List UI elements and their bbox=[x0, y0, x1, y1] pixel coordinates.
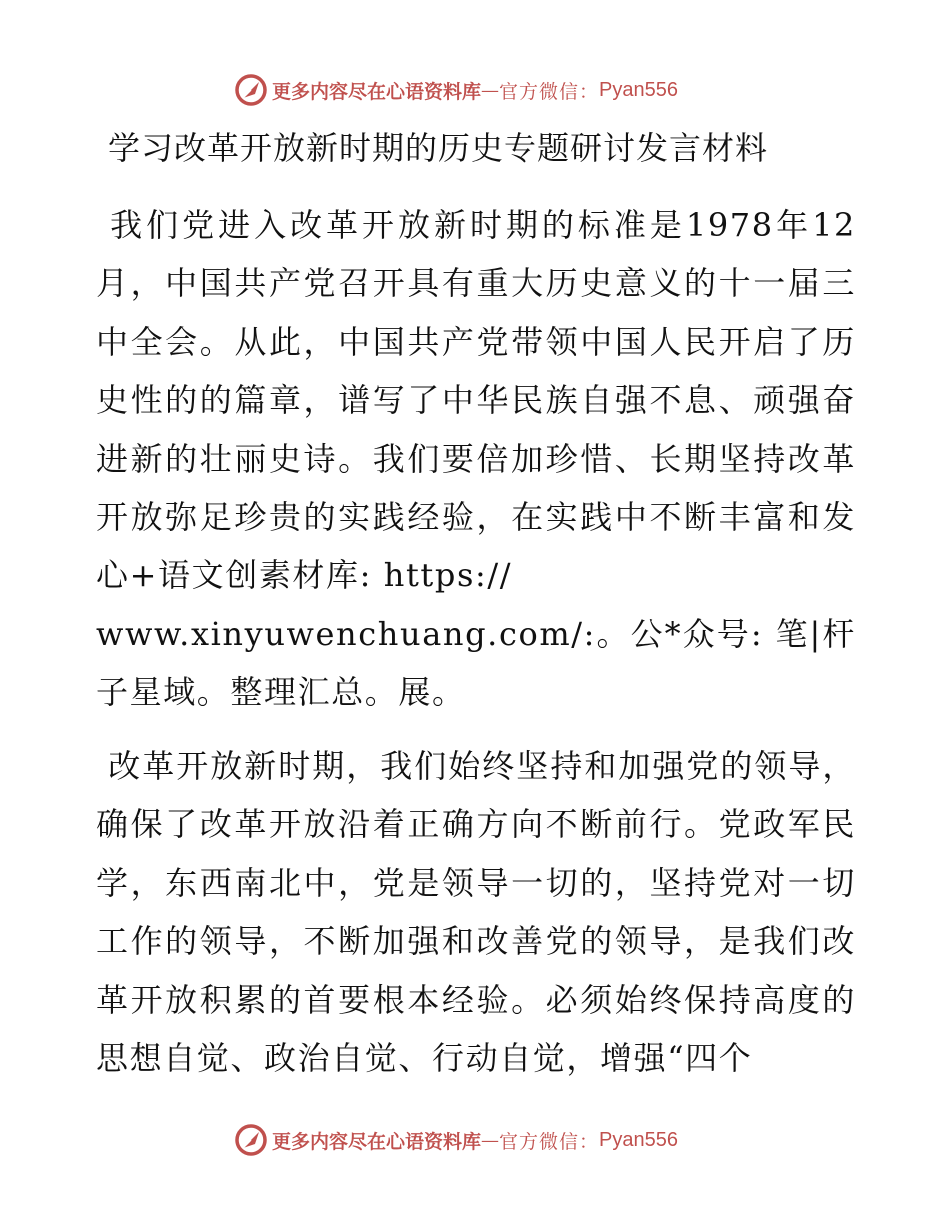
document-title: 学习改革开放新时期的历史专题研讨发言材料 bbox=[108, 129, 769, 167]
footer-watermark-banner bbox=[234, 1122, 734, 1158]
watermark-separator: — bbox=[481, 1129, 500, 1151]
watermark-wechat-id: Pyan556 bbox=[599, 1128, 678, 1151]
watermark-brand: 更多内容尽在心语资料库 bbox=[272, 80, 482, 103]
quill-logo-icon bbox=[234, 1123, 268, 1157]
watermark-wechat-label: 官方微信： bbox=[499, 80, 600, 103]
quill-logo-icon bbox=[234, 73, 268, 107]
header-watermark-banner bbox=[234, 72, 734, 108]
watermark-separator: — bbox=[481, 79, 500, 101]
watermark-wechat-label: 官方微信： bbox=[499, 1130, 600, 1153]
watermark-brand: 更多内容尽在心语资料库 bbox=[272, 1130, 482, 1153]
watermark-wechat-id: Pyan556 bbox=[599, 78, 678, 101]
paragraph-2: 改革开放新时期，我们始终坚持和加强党的领导，确保了改革开放沿着正确方向不断前行。党政军民学，东西南北中，党是领导一切的，坚持党对一切工作的领导，不断加强和改善党的领导，是我们改革开放积累的首要根本经验。必须始终保持高度的思想自觉、政治自觉、行动自觉，增强“四个 bbox=[96, 747, 856, 1078]
paragraph-1: 我们党进入改革开放新时期的标准是1978年12月，中国共产党召开具有重大历史意义的十一届三中全会。从此，中国共产党带领中国人民开启了历史性的的篇章，谱写了中华民族自强不息、顽强奋进新的壮丽史诗。我们要倍加珍惜、长期坚持改革开放弥足珍贵的实践经验，在实践中不断丰富和发心+语文创素材库: https:// www.xinyuwenchuang.com/:。公*众号: 笔|杆子星域。整理汇总。展。 bbox=[96, 206, 856, 712]
